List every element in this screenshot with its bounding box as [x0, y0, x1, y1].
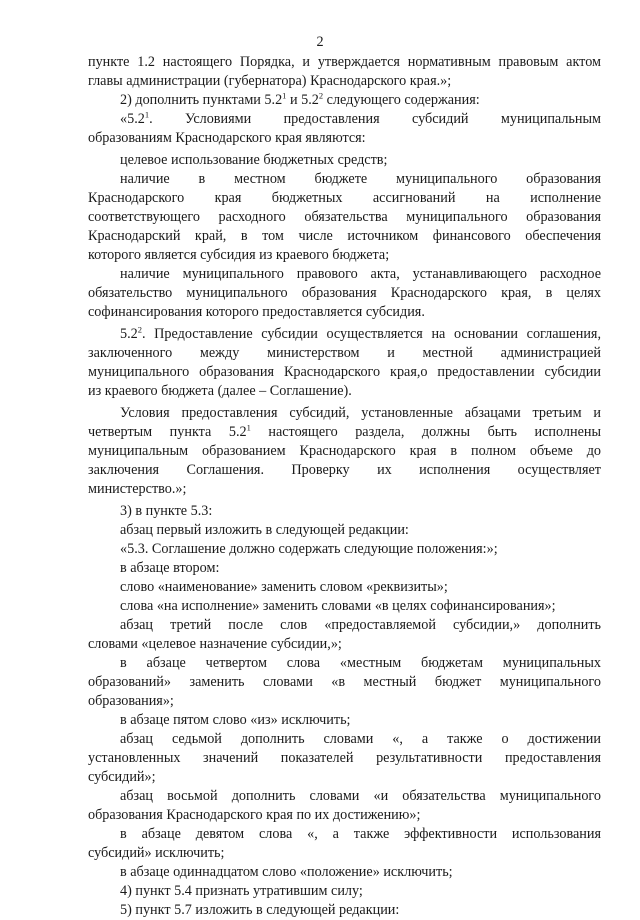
text-line: субсидий» исключить; — [88, 845, 225, 861]
text-line: 3) в пункте 5.3: — [120, 503, 213, 519]
text-line: в абзаце пятом слово «из» исключить; — [120, 712, 351, 728]
text-line: абзац третий после слов «предоставляемой субсидии,» дополнить — [120, 617, 601, 633]
text-line: софинансирования которого предоставляется субсидия. — [88, 304, 425, 320]
text-line: образований» заменить словами «в местный бюджет муниципального — [88, 674, 601, 690]
text-line: субсидий»; — [88, 769, 156, 785]
text-line: в абзаце втором: — [120, 560, 220, 576]
text-line: «$5.2^1$. Условиями предоставления субсидий муниципальным — [120, 109, 601, 127]
text-line: заключенного между министерством и местной администрацией — [88, 345, 601, 361]
text-line: 4) пункт 5.4 признать утратившим силу; — [120, 883, 363, 899]
text-line: в абзаце девятом слова «, а также эффективности использования — [120, 826, 601, 842]
text-line: обязательство муниципального образования Краснодарского края, в целях — [88, 285, 601, 301]
text-line: заключения Соглашения. Проверку их исполнения осуществляет — [88, 462, 601, 478]
text-line: образования»; — [88, 693, 174, 709]
text-line: из краевого бюджета (далее – Соглашение). — [88, 383, 352, 399]
text-line: 5) пункт 5.7 изложить в следующей редакции: — [120, 902, 400, 918]
text-line: словами «целевое назначение субсидии,»; — [88, 636, 342, 652]
text-line: муниципальным образованием Краснодарского края в полном объеме до — [88, 443, 601, 459]
text-line: абзац седьмой дополнить словами «, а также о достижении — [120, 731, 601, 747]
text-line: муниципального образования Краснодарского края,о предоставлении субсидии — [88, 364, 601, 380]
text-line: министерство.»; — [88, 481, 187, 497]
text-line: главы администрации (губернатора) Краснодарского края.»; — [88, 73, 452, 89]
text-line: «5.3. Соглашение должно содержать следующие положения:»; — [120, 541, 498, 557]
page-number: 2 — [316, 34, 324, 50]
text-line: абзац первый изложить в следующей редакции: — [120, 522, 409, 538]
document-body — [88, 53, 601, 920]
text-line: в абзаце четвертом слова «местным бюджетам муниципальных — [120, 655, 601, 671]
text-line: 2) дополнить пунктами $5.2^1$ и $5.2^2$ следующего содержания: — [120, 90, 480, 108]
text-line: соответствующего расходного обязательства муниципального образования — [88, 209, 601, 225]
text-line: образования Краснодарского края по их достижению»; — [88, 807, 421, 823]
text-line: наличие в местном бюджете муниципального образования — [120, 171, 601, 187]
text-line: установленных значений показателей результативности предоставления — [88, 750, 601, 766]
text-line: Краснодарский край, в том числе источником финансового обеспечения — [88, 228, 601, 244]
text-line: которого является субсидия из краевого бюджета; — [88, 247, 390, 263]
text-line: Краснодарского края бюджетных ассигнований на исполнение — [88, 190, 601, 206]
text-line: Условия предоставления субсидий, установленные абзацами третьим и — [120, 405, 601, 421]
text-line: абзац восьмой дополнить словами «и обязательства муниципального — [120, 788, 601, 804]
text-line: четвертым пункта $5.2^1$ настоящего раздела, должны быть исполнены — [88, 422, 601, 440]
text-line: в абзаце одиннадцатом слово «положение» исключить; — [120, 864, 453, 880]
text-line: $5.2^2$. Предоставление субсидии осуществляется на основании соглашения, — [120, 324, 601, 342]
text-line: слова «на исполнение» заменить словами «в целях софинансирования»; — [120, 598, 556, 614]
text-line: целевое использование бюджетных средств; — [120, 152, 388, 168]
text-line: пункте 1.2 настоящего Порядка, и утверждается нормативным правовым актом — [88, 54, 601, 70]
text-line: образованиям Краснодарского края являются: — [88, 130, 366, 146]
text-line: наличие муниципального правового акта, устанавливающего расходное — [120, 266, 601, 282]
text-line: слово «наименование» заменить словом «реквизиты»; — [120, 579, 448, 595]
